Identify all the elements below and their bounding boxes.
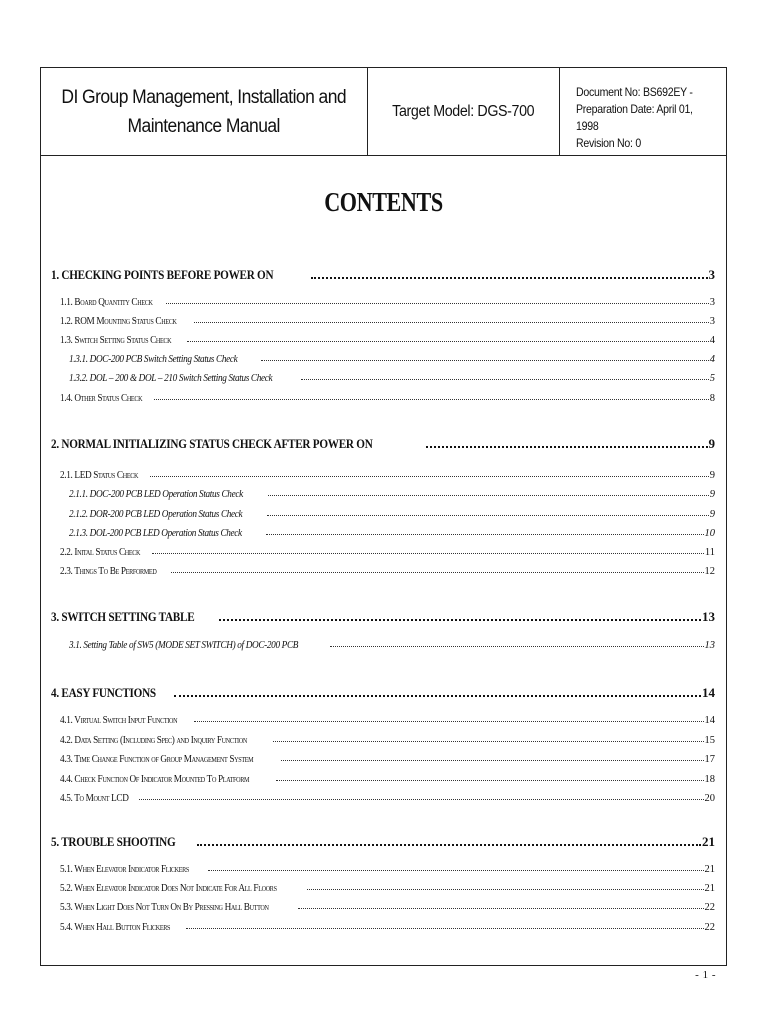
toc-subsection-entry[interactable] xyxy=(41,489,726,500)
manual-title-cell xyxy=(41,68,368,155)
revision-number: Revision No: 0 xyxy=(576,136,641,150)
toc-entry-page: 18 xyxy=(704,774,715,785)
toc-entry-title: 5.1. When Elevator Indicator Flickers xyxy=(60,864,190,875)
toc-section-entry[interactable] xyxy=(41,335,726,346)
toc-entry-page: 9 xyxy=(709,509,715,520)
toc-chapter-entry[interactable] xyxy=(41,685,726,701)
toc-subsection-entry[interactable] xyxy=(41,640,726,651)
toc-section-entry[interactable] xyxy=(41,774,726,785)
toc-entry-title: 1.3.2. DOL – 200 & DOL – 210 Switch Setting Status Check xyxy=(69,373,273,384)
toc-entry-page: 21 xyxy=(702,834,715,849)
toc-section-entry[interactable] xyxy=(41,566,726,577)
toc-entry-title: 2.1.1. DOC-200 PCB LED Operation Status Check xyxy=(69,489,243,500)
toc-entry-title: 1. CHECKING POINTS BEFORE POWER ON xyxy=(51,267,274,282)
contents-heading: CONTENTS xyxy=(324,187,443,217)
toc-entry-title: 5.3. When Light Does Not Turn On By Pressing Hall Button xyxy=(60,902,269,913)
toc-section-entry[interactable] xyxy=(41,922,726,933)
toc-subsection-entry[interactable] xyxy=(41,528,726,539)
toc-entry-title: 5. TROUBLE SHOOTING xyxy=(51,834,176,849)
toc-dot-leader xyxy=(187,341,708,342)
toc-chapter-entry[interactable] xyxy=(41,267,726,283)
toc-entry-page: 11 xyxy=(704,547,715,558)
manual-title-line-1: DI Group Management, Installation and xyxy=(61,86,347,108)
document-number: Document No: BS692EY - xyxy=(576,85,693,99)
toc-entry-title: 4.3. Time Change Function of Group Management System xyxy=(60,754,254,765)
toc-dot-leader xyxy=(330,646,703,647)
toc-subsection-entry[interactable] xyxy=(41,354,726,365)
toc-section-entry[interactable] xyxy=(41,393,726,404)
toc-entry-title: 4.4. Check Function Of Indicator Mounted To Platform xyxy=(60,774,250,785)
toc-entry-page: 4 xyxy=(709,335,715,346)
toc-entry-page: 13 xyxy=(704,640,715,651)
document-meta-cell xyxy=(560,68,726,155)
toc-subsection-entry[interactable] xyxy=(41,509,726,520)
toc-entry-page: 22 xyxy=(704,922,715,933)
toc-entry-title: 2. NORMAL INITIALIZING STATUS CHECK AFTER POWER ON xyxy=(51,436,373,451)
toc-entry-page: 21 xyxy=(704,883,715,894)
toc-entry-page: 15 xyxy=(704,735,715,746)
toc-entry-title: 1.3. Switch Setting Status Check xyxy=(60,335,172,346)
manual-title xyxy=(62,83,347,141)
toc-entry-page: 10 xyxy=(704,528,715,539)
toc-section-entry[interactable] xyxy=(41,864,726,875)
toc-section-entry[interactable] xyxy=(41,316,726,327)
toc-chapter-entry[interactable] xyxy=(41,609,726,625)
manual-title-line-2: Maintenance Manual xyxy=(127,115,281,137)
toc-section-entry[interactable] xyxy=(41,793,726,804)
toc-entry-page: 3 xyxy=(709,316,715,327)
toc-entry-page: 12 xyxy=(704,566,715,577)
document-header xyxy=(41,68,726,156)
toc-dot-leader xyxy=(139,799,704,800)
toc-dot-leader xyxy=(273,741,703,742)
toc-section-entry[interactable] xyxy=(41,470,726,481)
document-meta xyxy=(576,84,708,152)
toc-dot-leader xyxy=(174,695,701,697)
toc-section-entry[interactable] xyxy=(41,754,726,765)
page-number: - 1 - xyxy=(695,969,716,981)
toc-section-entry[interactable] xyxy=(41,715,726,726)
toc-subsection-entry[interactable] xyxy=(41,373,726,384)
toc-dot-leader xyxy=(194,322,709,323)
toc-entry-title: 1.2. ROM Mounting Status Check xyxy=(60,316,177,327)
toc-dot-leader xyxy=(298,908,703,909)
toc-section-entry[interactable] xyxy=(41,547,726,558)
toc-entry-title: 3.1. Setting Table of SW5 (MODE SET SWITCH) of DOC-200 PCB xyxy=(69,640,299,651)
toc-entry-title: 3. SWITCH SETTING TABLE xyxy=(51,609,195,624)
toc-dot-leader xyxy=(152,553,704,554)
toc-entry-page: 17 xyxy=(704,754,715,765)
toc-entry-page: 9 xyxy=(708,436,715,451)
toc-dot-leader xyxy=(311,277,708,279)
toc-entry-page: 20 xyxy=(704,793,715,804)
toc-entry-page: 21 xyxy=(704,864,715,875)
toc-entry-page: 4 xyxy=(709,354,715,365)
toc-entry-title: 4.5. To Mount LCD xyxy=(60,793,129,804)
toc-entry-page: 9 xyxy=(709,489,715,500)
toc-entry-title: 1.3.1. DOC-200 PCB Switch Setting Status Check xyxy=(69,354,238,365)
toc-entry-page: 13 xyxy=(702,609,715,624)
toc-entry-title: 1.1. Board Quantity Check xyxy=(60,297,153,308)
toc-entry-title: 5.4. When Hall Button Flickers xyxy=(60,922,171,933)
toc-dot-leader xyxy=(197,844,701,846)
toc-dot-leader xyxy=(301,379,709,380)
target-model: Target Model: DGS-700 xyxy=(392,102,535,120)
toc-entry-title: 5.2. When Elevator Indicator Does Not Indicate For All Floors xyxy=(60,883,277,894)
toc-entry-page: 8 xyxy=(709,393,715,404)
toc-chapter-entry[interactable] xyxy=(41,436,726,452)
target-model-cell xyxy=(368,68,560,155)
toc-entry-title: 4. EASY FUNCTIONS xyxy=(51,685,156,700)
toc-dot-leader xyxy=(186,928,703,929)
toc-entry-title: 2.1.3. DOL-200 PCB LED Operation Status Check xyxy=(69,528,242,539)
toc-dot-leader xyxy=(208,870,704,871)
toc-entry-page: 22 xyxy=(704,902,715,913)
toc-dot-leader xyxy=(281,760,704,761)
toc-entry-title: 2.1.2. DOR-200 PCB LED Operation Status Check xyxy=(69,509,243,520)
toc-entry-page: 5 xyxy=(709,373,715,384)
toc-section-entry[interactable] xyxy=(41,883,726,894)
toc-entry-page: 14 xyxy=(704,715,715,726)
toc-entry-page: 3 xyxy=(708,267,715,282)
toc-entry-title: 2.2. Inital Status Check xyxy=(60,547,141,558)
toc-dot-leader xyxy=(154,399,708,400)
toc-section-entry[interactable] xyxy=(41,735,726,746)
toc-dot-leader xyxy=(426,446,708,448)
toc-entry-title: 1.4. Other Status Check xyxy=(60,393,143,404)
toc-dot-leader xyxy=(307,889,703,890)
toc-dot-leader xyxy=(267,515,709,516)
toc-dot-leader xyxy=(266,534,703,535)
toc-entry-title: 2.3. Things To Be Performed xyxy=(60,566,157,577)
toc-dot-leader xyxy=(219,619,701,621)
preparation-date: Preparation Date: April 01, 1998 xyxy=(576,102,693,133)
toc-entry-page: 14 xyxy=(702,685,715,700)
toc-entry-title: 4.1. Virtual Switch Input Function xyxy=(60,715,178,726)
toc-section-entry[interactable] xyxy=(41,297,726,308)
toc-entry-title: 2.1. LED Status Check xyxy=(60,470,139,481)
toc-dot-leader xyxy=(261,360,708,361)
page-frame xyxy=(40,67,727,966)
toc-section-entry[interactable] xyxy=(41,902,726,913)
toc-dot-leader xyxy=(194,721,703,722)
toc-entry-page: 3 xyxy=(709,297,715,308)
toc-entry-title: 4.2. Data Setting (Including Spec) and Inquiry Function xyxy=(60,735,247,746)
toc-dot-leader xyxy=(268,495,709,496)
toc-dot-leader xyxy=(276,780,704,781)
toc-entry-page: 9 xyxy=(709,470,715,481)
toc-dot-leader xyxy=(166,303,709,304)
toc-chapter-entry[interactable] xyxy=(41,834,726,850)
toc-dot-leader xyxy=(171,572,704,573)
toc-dot-leader xyxy=(150,476,709,477)
